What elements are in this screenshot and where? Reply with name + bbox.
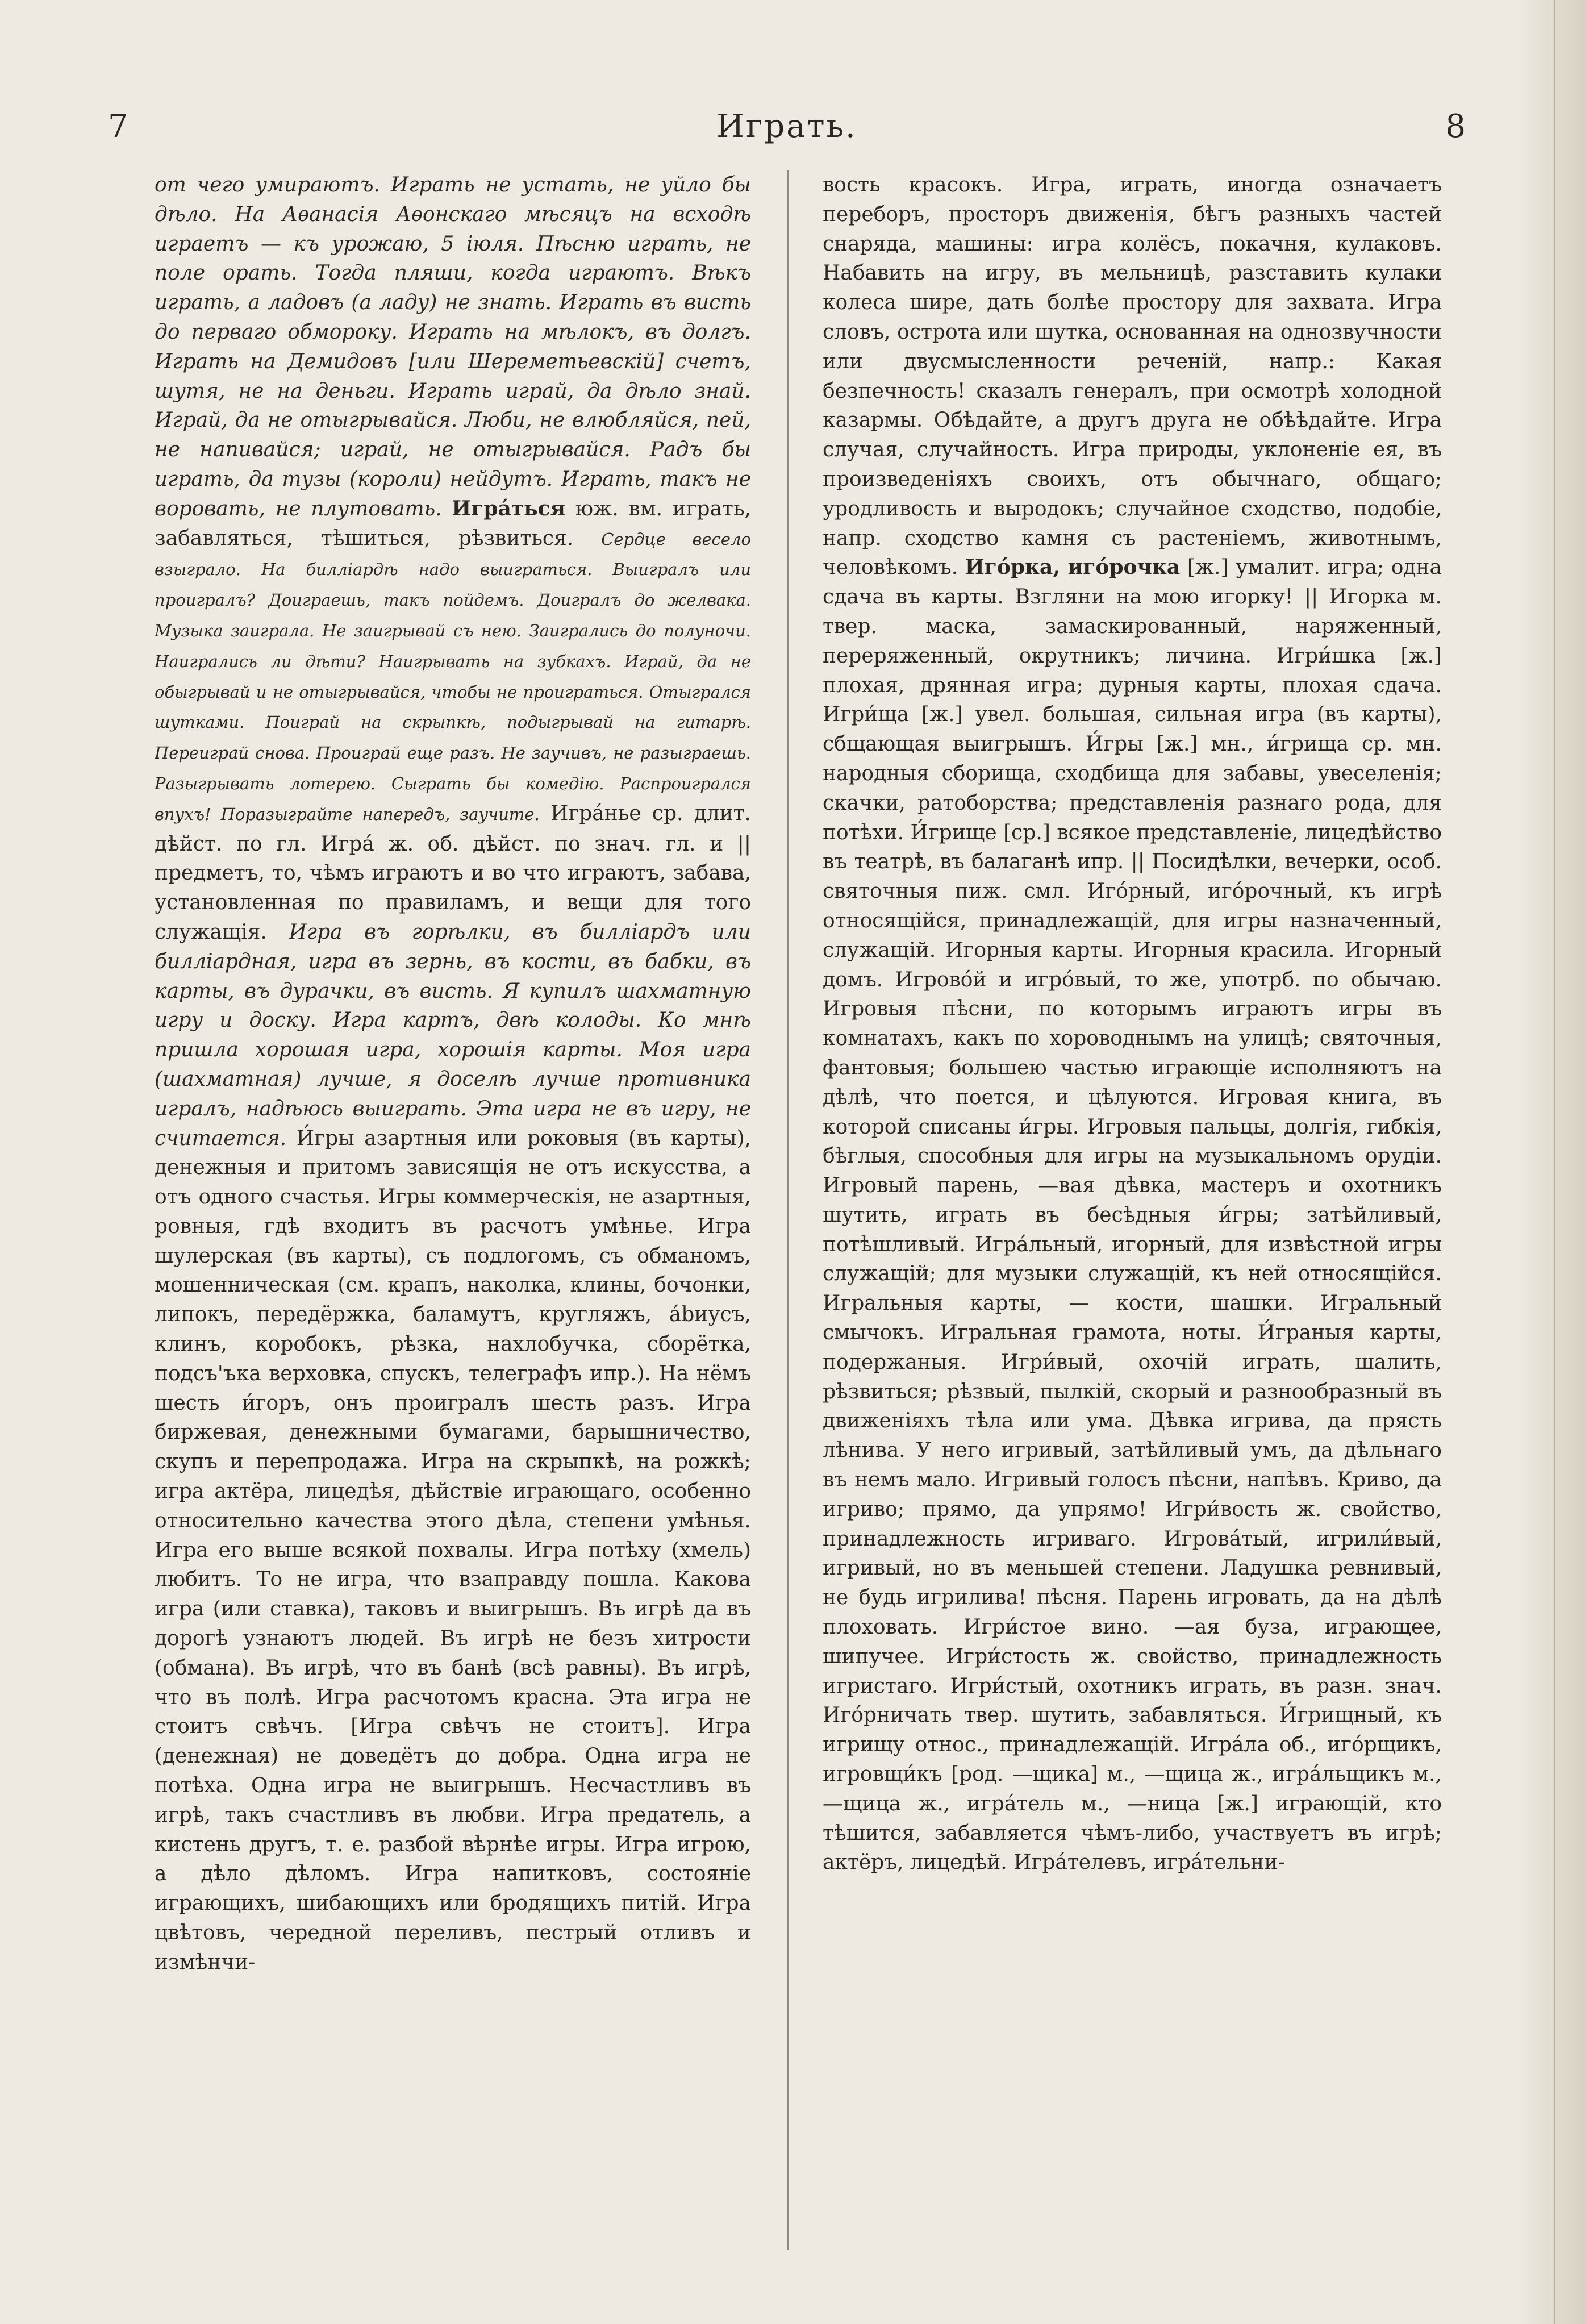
example-segment: Игра въ горѣлки, въ билліардъ или билліардная, игра въ зернь, въ кости, въ бабки, въ карты, въ дурачки, въ висть. Я купилъ шахматную игру и доску. Игра картъ, двѣ колоды. Ко мнѣ пришла хорошая игра, хорошія карты. Моя игра (шахматная) лучше, я доселѣ лучше противника игралъ, надѣюсь выиграть. Эта игра не въ игру, не считается. [155,920,751,1150]
binding-line [1554,0,1555,2324]
text-segment: И́гры азартныя или роковыя (въ карты), денежныя и притомъ зависящія не отъ искусства, а отъ одного счастья. Игры коммерческія, не азартныя, ровныя, гдѣ входитъ въ расчотъ умѣнье. Игра шулерская (въ карты), съ подлогомъ, съ обманомъ, мошенническая (см. крапъ, наколка, клины, бочонки, липокъ, передёржка, баламутъ, кругляжъ, ábиусъ, клинъ, коробокъ, рѣзка, нахлобучка, сборётка, подсъ'ъка верховка, спускъ, телеграфъ ипр.). На нёмъ шесть и́горъ, онъ проигралъ шесть разъ. Игра биржевая, денежными бумагами, барышничество, скупъ и перепродажа. Игра на скрыпкѣ, на рожкѣ; игра актёра, лицедѣя, дѣйствіе играющаго, особенно относительно качества этого дѣла, степени умѣнья. Игра его выше всякой похвалы. Игра потѣху (хмель) любитъ. То не игра, что взаправду пошла. Какова игра (или ставка), таковъ и выигрышъ. Въ игрѣ да въ дорогѣ узнаютъ людей. Въ игрѣ не безъ хитрости (обмана). Въ игрѣ, что въ банѣ (всѣ равны). Въ игрѣ, что въ полѣ. Игра расчотомъ красна. Эта игра не стоитъ свѣчъ. [Игра свѣчъ не стоитъ]. Игра (денежная) не доведётъ до добра. Одна игра не потѣха. Одна игра не выигрышъ. Несчастливъ въ игрѣ, такъ счастливъ въ любви. Игра предатель, а кистень другъ, т. е. разбой вѣрнѣе игры. Игра игрою, а дѣло дѣломъ. Игра напитковъ, состояніе играющихъ, шибающихъ или бродящихъ питій. Игра цвѣтовъ, чередной переливъ, пестрый отливъ и измѣнчи- [155,1126,751,1974]
example-segment: Сердце весело взыграло. На билліардѣ надо выиграться. Выигралъ или проигралъ? Доиграешь, такъ пойдемъ. Доигралъ до желвака. Музыка заиграла. Не заигрывай съ нею. Заигрались до полуночи. Наигрались ли дѣти? Наигрывать на зубкахъ. Играй, да не обыгрывай и не отыгрывайся, чтобы не проиграться. Отыгрался шутками. Поиграй на скрыпкѣ, подыгрывай на гитарѣ. Переиграй снова. Проиграй еще разъ. Не заучивъ, не разыграешь. Разыгрывать лотерею. Сыграть бы комедію. Распроигрался впухъ! Поразыграйте напередъ, заучите. [155,529,751,824]
text-segment: Игра́нье ср. длит. дѣйст. по гл. Игра́ ж. об. дѣйст. по знач. гл. и || предметъ, то, чѣмъ играютъ и во что играютъ, забава, установленная по правиламъ, и вещи для того служащія. [155,801,751,944]
page-edge [1517,0,1585,2324]
headword: Игра́ться [452,496,566,520]
left-column-text [155,170,751,1977]
right-column [823,170,1442,2273]
column-divider [787,170,789,2250]
page-number-left: 7 [108,108,128,145]
text-segment: от чего умираютъ. Играть не устать, не уйло бы дѣло. На Аѳанасія Аѳонскаго мѣсяцъ на всходѣ играетъ — къ урожаю, 5 іюля. Пѣсню играть, не поле орать. Тогда пляши, когда играютъ. Вѣкъ играть, а ладовъ (а ладу) не знать. Играть въ висть до перваго обмороку. Играть на мѣлокъ, въ долгъ. Играть на Демидовъ [или Шереметьевскій] счетъ, шутя, не на деньги. Играть играй, да дѣло знай. Играй, да не отыгрывайся. Люби, не влюбляйся, пей, не напивайся; играй, не отыгрывайся. Радъ бы играть, да тузы (короли) нейдутъ. Играть, такъ не воровать, не плутовать. [155,173,751,520]
page-header [108,108,1466,153]
text-segment: Игри́шка [ж.] плохая, дрянная игра; дурныя карты, плохая сдача. Игри́ща [ж.] увел. большая, сильная игра (въ карты), сбщающая выигрышъ. И́гры [ж.] мн., и́грища ср. мн. народныя сборища, сходбища для забавы, увеселенія; скачки, ратоборства; представленія разнаго рода, для потѣхи. И́грище [ср.] всякое представленіе, лицедѣйство въ театрѣ, въ балаганѣ ипр. || Посидѣлки, вечерки, особ. святочныя пиж. смл. Иго́рный, иго́рочный, къ игрѣ относящійся, принадлежащій, для игры назначенный, служащій. Игорныя карты. Игорныя красила. Игорный домъ. Игрово́й и игро́вый, то же, употрб. по обычаю. Игровыя пѣсни, по которымъ играютъ игры въ комнатахъ, какъ по хороводнымъ на улицѣ; святочныя, фантовыя; большею частью играющіе исполняютъ на дѣлѣ, что поется, и цѣлуются. Игровая книга, въ которой списаны и́гры. Игровыя пальцы, долгія, гибкія, бѣглыя, способныя для игры на музыкальномъ орудіи. Игровый парень, —вая дѣвка, мастеръ и охотникъ шутить, играть въ бесѣдныя и́гры; затѣйливый, потѣшливый. Игра́льный, игорный, для извѣстной игры служащій; для музыки служащій, къ ней относящійся. Игральныя карты, — кости, шашки. Игральный смычокъ. Игральная грамота, ноты. И́граныя карты, подержаныя. Игри́вый, охочій играть, шалить, рѣзвиться; рѣзвый, пылкій, скорый и разнообразный въ движеніяхъ тѣла или ума. Дѣвка игрива, да прясть лѣнива. У него игривый, затѣйливый умъ, да дѣльнаго въ немъ мало. Игривый голосъ пѣсни, напѣвъ. Криво, да игриво; прямо, да упрямо! [823,644,1442,1521]
text-segment: вость красокъ. Игра, играть, иногда означаетъ переборъ, просторъ движенія, бѣгъ разныхъ частей снаряда, машины: игра колёсъ, покачня, кулаковъ. Набавить на игру, въ мельницѣ, разставить кулаки колеса шире, дать болѣе простору для захвата. Игра словъ, острота или шутка, основанная на однозвучности или двусмысленности речeній, напр.: Какая безпечность! сказалъ генералъ, при осмотрѣ холодной казармы. Обѣдайте, а другъ друга не обѣѣдайте. Игра случая, случайность. Игра природы, уклоненіе ея, въ произведеніяхъ своихъ, отъ обычнаго, общаго; уродливость и выродокъ; случайное сходство, подобіе, напр. сходство камня съ растеніемъ, животнымъ, человѣкомъ. [823,173,1442,580]
text-segment: Игри́вость ж. свойство, принадлежность игриваго. Игрова́тый, игрили́вый, игривый, но въ меньшей степени. Ладушка ревнивый, не будь игрилива! пѣсня. Парень игровать, да на дѣлѣ плоховать. Игри́стое вино. —ая буза, играющее, шипучее. Игри́стость ж. свойство, принадлежность игристаго. Игри́стый, охотникъ играть, въ разн. знач. Иго́рничать твер. шутить, забавляться. И́грищный, къ игрищу относ., принадлежащій. Игра́ла об., иго́рщикъ, игровщи́къ [род. —щика] м., —щица ж., игра́льщикъ м., —щица ж., игра́тель м., —ница [ж.] играющій, кто тѣшится, забавляется чѣмъ-либо, участвуетъ въ игрѣ; актёръ, лицедѣй. Игра́телевъ, игра́тельни- [823,1497,1442,1875]
running-title: Играть. [716,108,857,145]
text-segment: юж. вм. играть, забавляться, тѣшиться, рѣзвиться. [155,497,751,550]
page-number-right: 8 [1445,108,1466,145]
right-column-text [823,170,1442,1877]
headword: Иго́рка, иго́рочка [965,555,1181,580]
left-column [155,170,751,2273]
text-segment: [ж.] умалит. игра; одна сдача въ карты. Взгляни на мою игорку! || Игорка м. твер. маска, замаскированный, наряженный, переряженный, окрутникъ; личина. [823,556,1442,668]
